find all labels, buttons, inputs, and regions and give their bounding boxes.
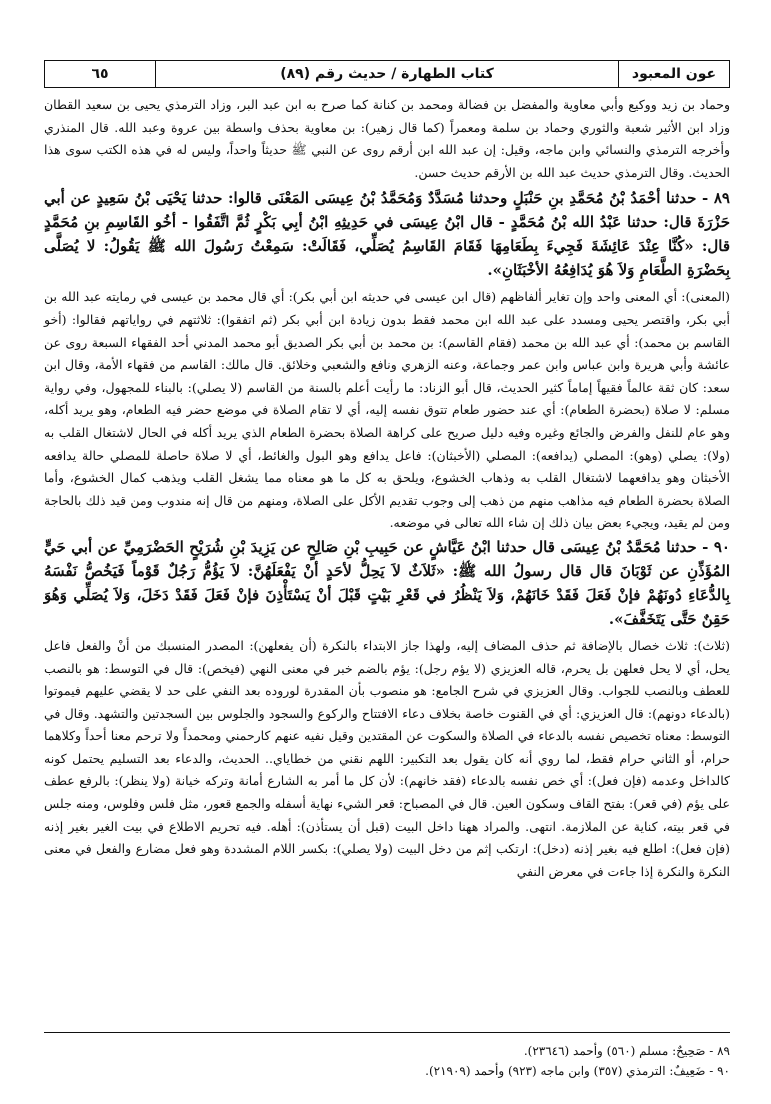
chapter-title: كتاب الطهارة / حديث رقم (٨٩) (280, 66, 494, 82)
page-number: ٦٥ (45, 61, 156, 87)
page-header (44, 60, 730, 88)
page-body (44, 94, 730, 883)
book-title: عون المعبود (618, 61, 729, 87)
footnotes (44, 1032, 730, 1081)
hadith-89-text: ٨٩ - حدثنا أحْمَدُ بْنُ مُحَمَّدِ بنِ حَنْبَلٍ وحدثنا مُسَدَّدٌ وَمُحَمَّدُ بْنُ عِيسَى المَعْنَى قالوا: حدثنا يَحْيَى بْنُ سَعِيدٍ عن أبي حَزْرَةَ قال: حدثنا عَبْدُ الله بْنُ مُحَمَّدٍ - قال ابْنُ عِيسَى في حَدِيثِهِ ابْنُ أبِي بَكْرٍ ثُمَّ اتَّفَقُوا - أخُو القَاسِمِ بنِ مُحَمَّدٍ قال: «كُنَّا عِنْدَ عَائِشَةَ فَجِيءَ بِطَعَامِهَا فَقَامَ القَاسِمُ يُصَلِّي، فَقَالَتْ: سَمِعْتُ رَسُولَ الله ﷺ يَقُولُ: لا يُصَلَّى بِحَضْرَةِ الطَّعَامِ وَلاَ هُوَ يُدَافِعُهُ الأخْبَثَانِ». (44, 189, 730, 280)
hadith-90-text: ٩٠ - حدثنا مُحَمَّدُ بْنُ عِيسَى قال حدثنا ابْنُ عَيَّاشٍ عن حَبِيبِ بْنِ صَالِحٍ عن يَزِيدَ بْنِ شُرَيْحٍ الحَضْرَمِيِّ عن أبي حَيٍّ المُؤَذِّنِ عن ثَوْبَانَ قال قال رسولُ الله ﷺ: «ثَلاَثٌ لاَ يَحِلُّ لأحَدٍ أنْ يَفْعَلَهُنَّ: لاَ يَؤُمُّ رَجُلٌ قَوْماً فَيَخُصُّ نَفْسَهُ بِالدُّعَاءِ دُونَهُمْ فإنْ فَعَلَ فَقَدْ خَانَهُمْ، وَلاَ يَنْظُرُ في قَعْرِ بَيْتٍ قَبْلَ أنْ يَسْتَأْذِنَ فإنْ فَعَلَ فَقَدْ دَخَلَ، وَلاَ يُصَلِّي وَهُوَ حَقِنٌ حَتَّى يَتَخَفَّفَ». (44, 537, 730, 628)
footnote-90: ٩٠ - ضَعِيفٌ: الترمذي (٣٥٧) وابن ماجه (٩٢٣) وأحمد (٢١٩٠٩). (425, 1064, 730, 1078)
page (44, 60, 730, 883)
commentary-paragraph-prev: وحماد بن زيد ووكيع وأبي معاوية والمفضل بن فضالة ومحمد بن كنانة كما صرح به ابن عبد البر، وزاد الترمذي يحيى بن سعيد القطان وزاد ابن الأثير شعبة والثوري وحماد بن سلمة ومعمراً (كما قال زهير): بن معاوية بحذف واسطة بين عروة وعبد الله. قال المنذري وأخرجه الترمذي والنسائي وابن ماجه، وقيل: إن عبد الله ابن أرقم روى عن النبي ﷺ حديثاً واحداً، وليس له في هذه الكتب سوى هذا الحديث. وقال الترمذي حديث عبد الله بن الأرقم حديث حسن. (44, 97, 730, 180)
hadith-89-commentary: (المعنى): أي المعنى واحد وإن تغاير ألفاظهم (قال ابن عيسى في حديثه ابن أبي بكر): أي قال محمد بن عيسى في رمايته عبد الله بن أبي بكر، واقتصر يحيى ومسدد على عبد الله ابن محمد فقط بدون زيادة ابن أبي بكر (ثم اتفقوا): ثلاثتهم في رواياتهم فقالوا: (أخو القاسم بن محمد): أي عبد الله بن محمد (فقام القاسم): بن محمد بن أبي بكر الصديق أبو محمد المدني أحد الفقهاء السبعة روى عن عائشة وأبي هريرة وابن عباس وابن عمر وجماعة، وعنه الزهري ونافع والشعبي وخلائق. قال مالك: القاسم من فقهاء الأمة، وقال ابن سعد: كان ثقة عالماً فقيهاً إماماً كثير الحديث، قال أبو الزناد: ما رأيت أعلم بالسنة من القاسم (لا يصلي): بالبناء للمجهول، وفي رواية مسلم: لا صلاة (بحضرة الطعام): أي عند حضور طعام تتوق نفسه إليه، أي لا تقام الصلاة في موضع حضر فيه الطعام، وهو يريد أكله، وهو عام للنفل والفرض والجائع وغيره وفيه دليل صريح على كراهة الصلاة بحضرة الطعام الذي يريد أكله في الحال لاشتغال القلب به (ولا): يصلي (وهو): المصلي (يدافعه): المصلي (الأخبثان): فاعل يدافع وهو البول والغائط، أي لا صلاة حاصلة للمصلي حالة يدافعه الأخبثان وهو يدافعهما لاشتغال القلب به وذهاب الخشوع، ويلحق به كل ما هو معناه مما يشغل القلب ويذهب كمال الخشوع، وأما الصلاة بحضرة الطعام فيه مذاهب منهم من ذهب إلى وجوب تقديم الأكل على الصلاة، ومنهم من قال إنه مندوب ومن قيد ذلك بالحاجة ومن لم يقيد، ويجيء بعض بيان ذلك إن شاء الله تعالى في موضعه. (44, 289, 730, 531)
footnote-89: ٨٩ - صَحِيحٌ: مسلم (٥٦٠) وأحمد (٢٣٦٤٦). (523, 1044, 730, 1058)
hadith-90-commentary: (ثلاث): ثلاث خصال بالإضافة ثم حذف المضاف إليه، ولهذا جاز الابتداء بالنكرة (أن يفعلهن): المصدر المنسبك من أنْ والفعل فاعل يحل، أي لا يحل فعلهن بل يحرم، قاله العزيزي (لا يؤم رجل): يؤم بالضم خبر في معنى النهي (فيخص): قال في التوسط: هو بالنصب للعطف وبالنصب للجواب. وقال العزيزي في شرح الجامع: هو منصوب بأن المقدرة لوروده بعد النفي على حد لا يقضي عليهم فيموتوا (بالدعاء دونهم): قال العزيزي: أي في القنوت خاصة بخلاف دعاء الافتتاح والركوع والسجود والجلوس بين السجدتين والتشهد. وقال في التوسط: معناه تخصيص نفسه بالدعاء في الصلاة والسكوت عن المقتدين وقيل نفيه عنهم كارحمني ومحمداً ولا ترحم معنا أحداً وكلاهما حرام، أو الثاني حرام فقط، لما روي أنه كان يقول بعد التكبير: اللهم نقني من خطاياي.. الحديث، والدعاء بعد التسليم يحتمل كونه كالداخل وعدمه (فإن فعل): أي خص نفسه بالدعاء (فقد خانهم): لأن كل ما أمر به الشارع أمانة وتركه خيانة (ولا ينظر): بالرفع عطف على يؤم (في قعر): بفتح القاف وسكون العين. قال في المصباح: قعر الشيء نهاية أسفله والجمع قعور، مثل فلس وفلوس، ومنه جلس في قعر بيته، كناية عن الملازمة. انتهى. والمراد ههنا داخل البيت (قبل أن يستأذن): أهله. فيه تحريم الاطلاع في بيت الغير بغير إذنه (فإن فعل): اطلع فيه بغير إذنه (دخل): ارتكب إثم من دخل البيت (ولا يصلي): بكسر اللام المشددة وهو فعل مضارع والفعل في معنى النكرة والنكرة إذا جاءت في معرض النفي (44, 637, 730, 879)
